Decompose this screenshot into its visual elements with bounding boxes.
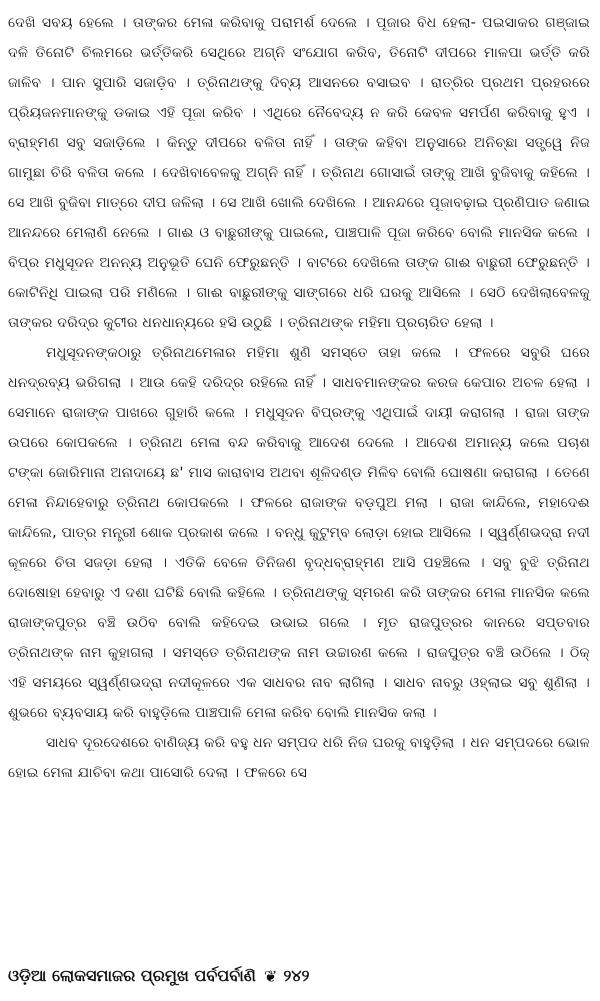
ornament-icon: ❦ — [263, 966, 278, 986]
paragraph-1: ଦେଖି ସବୟ ହେଲେ । ତାଙ୍କର ମେଳା କରିବାକୁ ପରାମର୍ଶ ଦେଲେ । ପୂଜାର ବିଧ ହେଲା- ପଇସାକର ଗଞ୍ଜାଇ ଦଳି ତିନୋଟି ଚିଲମରେ ଭର୍ତ୍ତିକରି ସେଥିରେ ଅଗ୍ନି ସଂଯୋଗ କରିବ, ତିନୋଟି ଦୀପରେ ମାଳପା ଭର୍ତ୍ତି କରି ଜାଳିବ । ପାନ ସୁପାରି ସଜାଡ଼ିବ । ତ୍ରିନାଥଙ୍କୁ ଦିବ୍ୟ ଆସନରେ ବସାଇବ । ରାତ୍ରିର ପ୍ରଥମ ପ୍ରହରରେ ପ୍ରିୟଜନମାନଙ୍କୁ ଡକାଇ ଏହି ପୂଜା କରିବ । ଏଥିରେ ନୈବେଦ୍ୟ ନ କରି କେବଳ ସମର୍ପଣ କରିବାକୁ ହୁଏ । ବ୍ରାହ୍ମଣ ସବୁ ସଜାଡ଼ିଲେ । କିନ୍ତୁ ଦୀପରେ ବଳିତା ନାହିଁ । ତାଙ୍କ କହିବା ଅନୁସାରେ ଅନିଚ୍ଛା ସତ୍ତ୍ୱେ ନିଜ ଗାମୁଛା ଚିରି ବଳିତା କଲେ । ଦେଖିବାବେଳକୁ ଅଗ୍ନି ନାହିଁ । ତ୍ରିନାଥ ଗୋସାଇଁ ତାଙ୍କୁ ଆଖି ବୁଜିବାକୁ କହିଲେ । ସେ ଆଖି ବୁଜିବା ମାତ୍ରେ ଦୀପ ଜଳିଲା । ସେ ଆଖି ଖୋଲି ଦେଖିଲେ । ଆନନ୍ଦରେ ପୂଜାବଢ଼ାଇ ପ୍ରଣିପାତ ଜଣାଇ ଆନନ୍ଦରେ ମେଲାଣି ନେଲେ । ଗାଈ ଓ ବାଛୁରୀଙ୍କୁ ପାଇଲେ, ପାଞ୍ଚପାଳି ପୂଜା କରିବେ ବୋଲି ମାନସିକ କଲେ । ବିପ୍ର ମଧୁସୂଦନ ଅନନ୍ୟ ଅନୁଭୂତି ଘେନି ଫେରୁଛନ୍ତି । ବାଟରେ ଦେଖିଲେ ତାଙ୍କ ଗାଈ ବାଛୁରୀ ଫେରୁଛନ୍ତି । କୋଟିନିଧି ପାଇଲା ପରି ମଣିଲେ । ଗାଈ ବାଛୁରୀଙ୍କୁ ସାଙ୍ଗରେ ଧରି ଘରକୁ ଆସିଲେ । ସେଠି ଦେଖିଲାବେଳକୁ ତାଙ୍କର ଦରିଦ୍ର କୁଟୀର ଧନଧାନ୍ୟରେ ହସି ଉଠୁଛି । ତ୍ରିନାଥଙ୍କ ମହିମା ପ୍ରଚାରିତ ହେଲା । — [8, 15, 590, 331]
page-number: ୨୪୨ — [283, 966, 310, 985]
book-title: ଓଡ଼ିଆ ଲୋକସମାଜର ପ୍ରମୁଖ ପର୍ବପର୍ବାଣି — [8, 966, 256, 985]
page-footer — [8, 960, 590, 992]
paragraph-2: ମଧୁସୂଦନଙ୍କଠାରୁ ତ୍ରିନାଥମେଳାର ମହିମା ଶୁଣି ସମସ୍ତେ ତାହା କଲେ । ଫଳରେ ସବୁରି ଘରେ ଧନଦ୍ରବ୍ୟ ଭରିଗଲା । ଆଉ କେହି ଦରିଦ୍ର ରହିଲେ ନାହିଁ । ସାଧବମାନଙ୍କର କରଜ କେପାର ଅଚଳ ହେଲା । ସେମାନେ ରାଜାଙ୍କ ପାଖରେ ଗୁହାରି କଲେ । ମଧୁସୂଦନ ବିପ୍ରଙ୍କୁ ଏଥିପାଇଁ ଦାୟୀ କରାଗଲା । ରାଜା ତାଙ୍କ ଉପରେ କୋପକଲେ । ତ୍ରିନାଥ ମେଳା ବନ୍ଦ କରିବାକୁ ଆଦେଶ ଦେଲେ । ଆଦେଶ ଅମାନ୍ୟ କଲେ ପଚାଶ ଟଙ୍କା ଜୋରିମାନା ଅନାଦାୟେ ଛ' ମାସ କାରାବାସ ଅଥବା ଶୂଳିଦଣ୍ଡ ମିଳିବ ବୋଲି ଘୋଷଣା କରାଗଲା । ତେଣେ ମେଳା ନିନ୍ଦାହେବାରୁ ତ୍ରିନାଥ କୋପକଲେ । ଫଳରେ ରାଜାଙ୍କ ବଡ଼ପୁଅ ମଲା । ରାଜା କାନ୍ଦିଲେ, ମହାଦେଈ କାନ୍ଦିଲେ, ପାତ୍ର ମନ୍ତ୍ରୀ ଶୋକ ପ୍ରକାଶ କଲେ । ବନ୍ଧୁ କୁଟୁମ୍ବ ଲୋଡ଼ା ହୋଇ ଆସିଲେ । ସ୍ୱର୍ଣ୍ଣଭଦ୍ରା ନଦୀ କୂଳରେ ଚିତା ସଜଡ଼ା ହେଲା । ଏତିକି ବେଳେ ତିନିଜଣ ବୃଦ୍ଧବ୍ରାହ୍ମଣ ଆସି ପହଞ୍ଚିଲେ । ସବୁ ବୁଝି ତ୍ରିନାଥ ଦୋଷୋହା ହେବାରୁ ଏ ଦଶା ଘଟିଛି ବୋଲି କହିଲେ । ତ୍ରିନାଥଙ୍କୁ ସ୍ମରଣ କରି ତାଙ୍କର ମେଳା ମାନସିକ କଲେ ରାଜାଙ୍କପୁତ୍ର ବଞ୍ଚି ଉଠିବ ବୋଲି କହିଦେଇ ଉଭାଇ ଗଲେ । ମୃତ ରାଜପୁତ୍ରର କାନରେ ସପ୍ତବାର ତ୍ରିନାଥଙ୍କ ନାମ କୁହାଗଲା । ସମସ୍ତେ ତ୍ରିନାଥଙ୍କ ନାମ ଉଚ୍ଚାରଣ କଲେ । ରାଜପୁତ୍ର ବଞ୍ଚି ଉଠିଲେ । ଠିକ୍ ଏହି ସମୟରେ ସ୍ୱର୍ଣ୍ଣଭଦ୍ରା ନଦୀକୂଳରେ ଏକ ସାଧବର ନାବ ଲାଗିଲା । ସାଧବ ନାବରୁ ଓହ୍ଲାଇ ସବୁ ଶୁଣିଲା । ଶୁଭରେ ବ୍ୟବସାୟ କରି ବାହୁଡ଼ିଲେ ପାଞ୍ଚପାଳି ମେଳା କରିବ ବୋଲି ମାନସିକ କଲା । — [8, 345, 590, 721]
paragraph-3: ସାଧବ ଦୂରଦେଶରେ ବାଣିଜ୍ୟ କରି ବହୁ ଧନ ସମ୍ପଦ ଧରି ନିଜ ଘରକୁ ବାହୁଡ଼ିଲା । ଧନ ସମ୍ପଦରେ ଭୋଳ ହୋଇ ମେଳା ଯାଚିବା କଥା ପାସୋରି ଦେଲା । ଫଳରେ ସେ — [8, 735, 590, 781]
page-body — [8, 8, 590, 788]
